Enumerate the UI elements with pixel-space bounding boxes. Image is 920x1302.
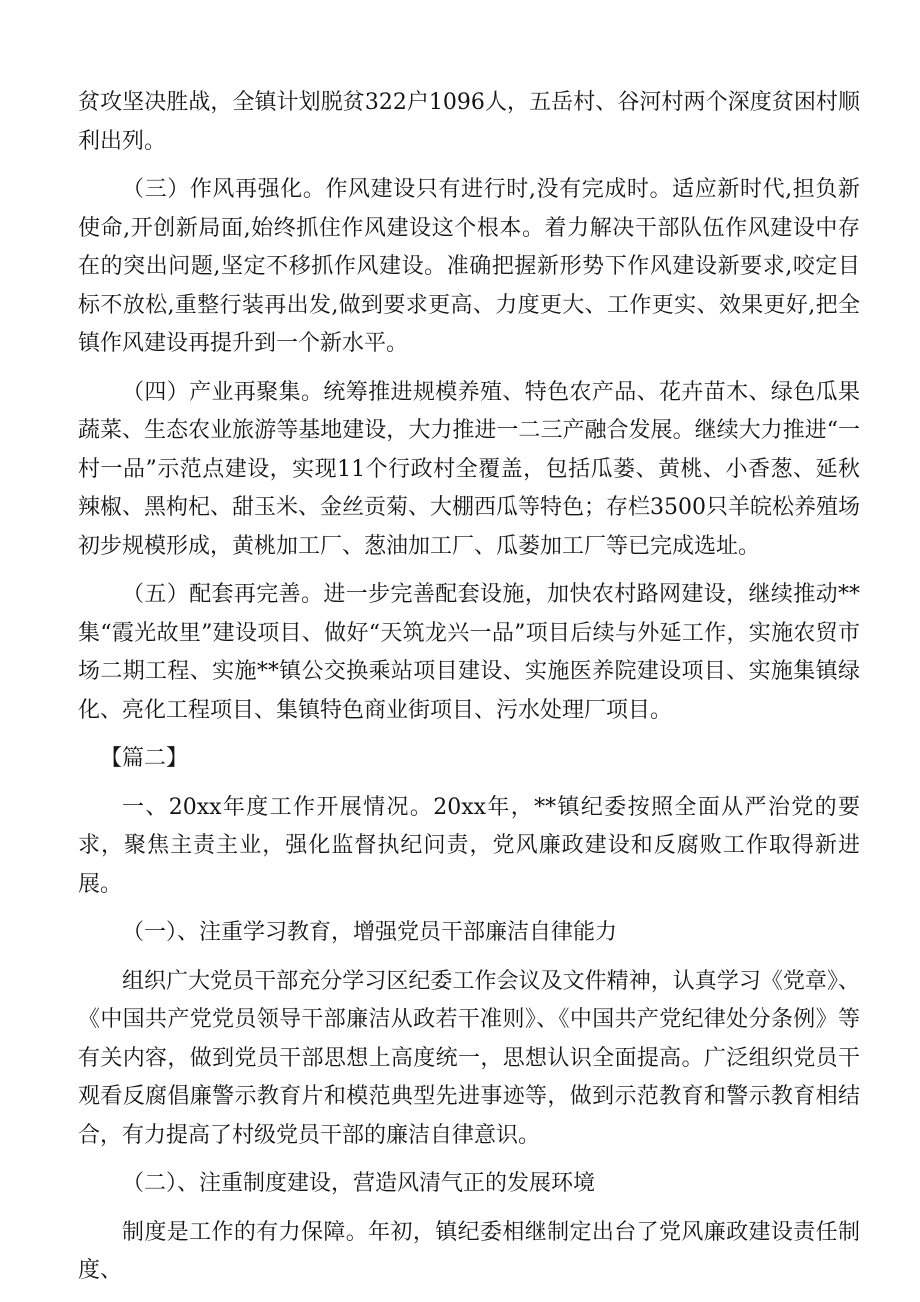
paragraph-industry: （四）产业再聚集。统筹推进规模养殖、特色农产品、花卉苗木、绿色瓜果蔬菜、生态农业旅游等基地建设，大力推进一二三产融合发展。继续大力推进“一村一品”示范点建设，实现11个行政村全覆盖，包括瓜蒌、黄桃、小香葱、延秋辣椒、黑枸杞、甜玉米、金丝贡菊、大棚西瓜等特色；存栏3500只羊皖松养殖场初步规模形成，黄桃加工厂、葱油加工厂、瓜蒌加工厂等已完成选址。 — [78, 379, 860, 559]
paragraph-facilities: （五）配套再完善。进一步完善配套设施，加快农村路网建设，继续推动**集“霞光故里”建设项目、做好“天筑龙兴一品”项目后续与外延工作，实施农贸市场二期工程、实施**镇公交换乘站项目建设、实施医养院建设项目、实施集镇绿化、亮化工程项目、集镇特色商业街项目、污水处理厂项目。 — [78, 582, 860, 723]
paragraph-poverty-continuation: 贫攻坚决胜战，全镇计划脱贫322户1096人，五岳村、谷河村两个深度贫困村顺利出列。 — [78, 90, 860, 154]
document-page — [78, 84, 860, 1301]
paragraph-work-style: （三）作风再强化。作风建设只有进行时,没有完成时。适应新时代,担负新使命,开创新局面,始终抓住作风建设这个根本。着力解决干部队伍作风建设中存在的突出问题,坚定不移抓作风建设。准确把握新形势下作风建设新要求,咬定目标不放松,重整行装再出发,做到要求更高、力度更大、工作更实、效果更好,把全镇作风建设再提升到一个新水平。 — [78, 177, 860, 356]
paragraph-study-education: 组织广大党员干部充分学习区纪委工作会议及文件精神，认真学习《党章》、《中国共产党党员领导干部廉洁从政若干准则》、《中国共产党纪律处分条例》等有关内容，做到党员干部思想上高度统一，思想认识全面提高。广泛组织党员干观看反腐倡廉警示教育片和模范典型先进事迹等，做到示范教育和警示教育相结合，有力提高了村级党员干部的廉洁自律意识。 — [78, 968, 860, 1148]
section-title-part-two: 【篇二】 — [100, 746, 189, 771]
paragraph-system-building: 制度是工作的有力保障。年初，镇纪委相继制定出台了党风廉政建设责任制度、 — [78, 1219, 860, 1283]
subheading-study-education: （一）、注重学习教育，增强党员干部廉洁自律能力 — [122, 920, 618, 945]
subheading-system-building: （二）、注重制度建设，营造风清气正的发展环境 — [122, 1171, 596, 1196]
paragraph-annual-work: 一、20xx年度工作开展情况。20xx年，**镇纪委按照全面从严治党的要求，聚焦主责主业，强化监督执纪问责，党风廉政建设和反腐败工作取得新进展。 — [78, 794, 860, 897]
